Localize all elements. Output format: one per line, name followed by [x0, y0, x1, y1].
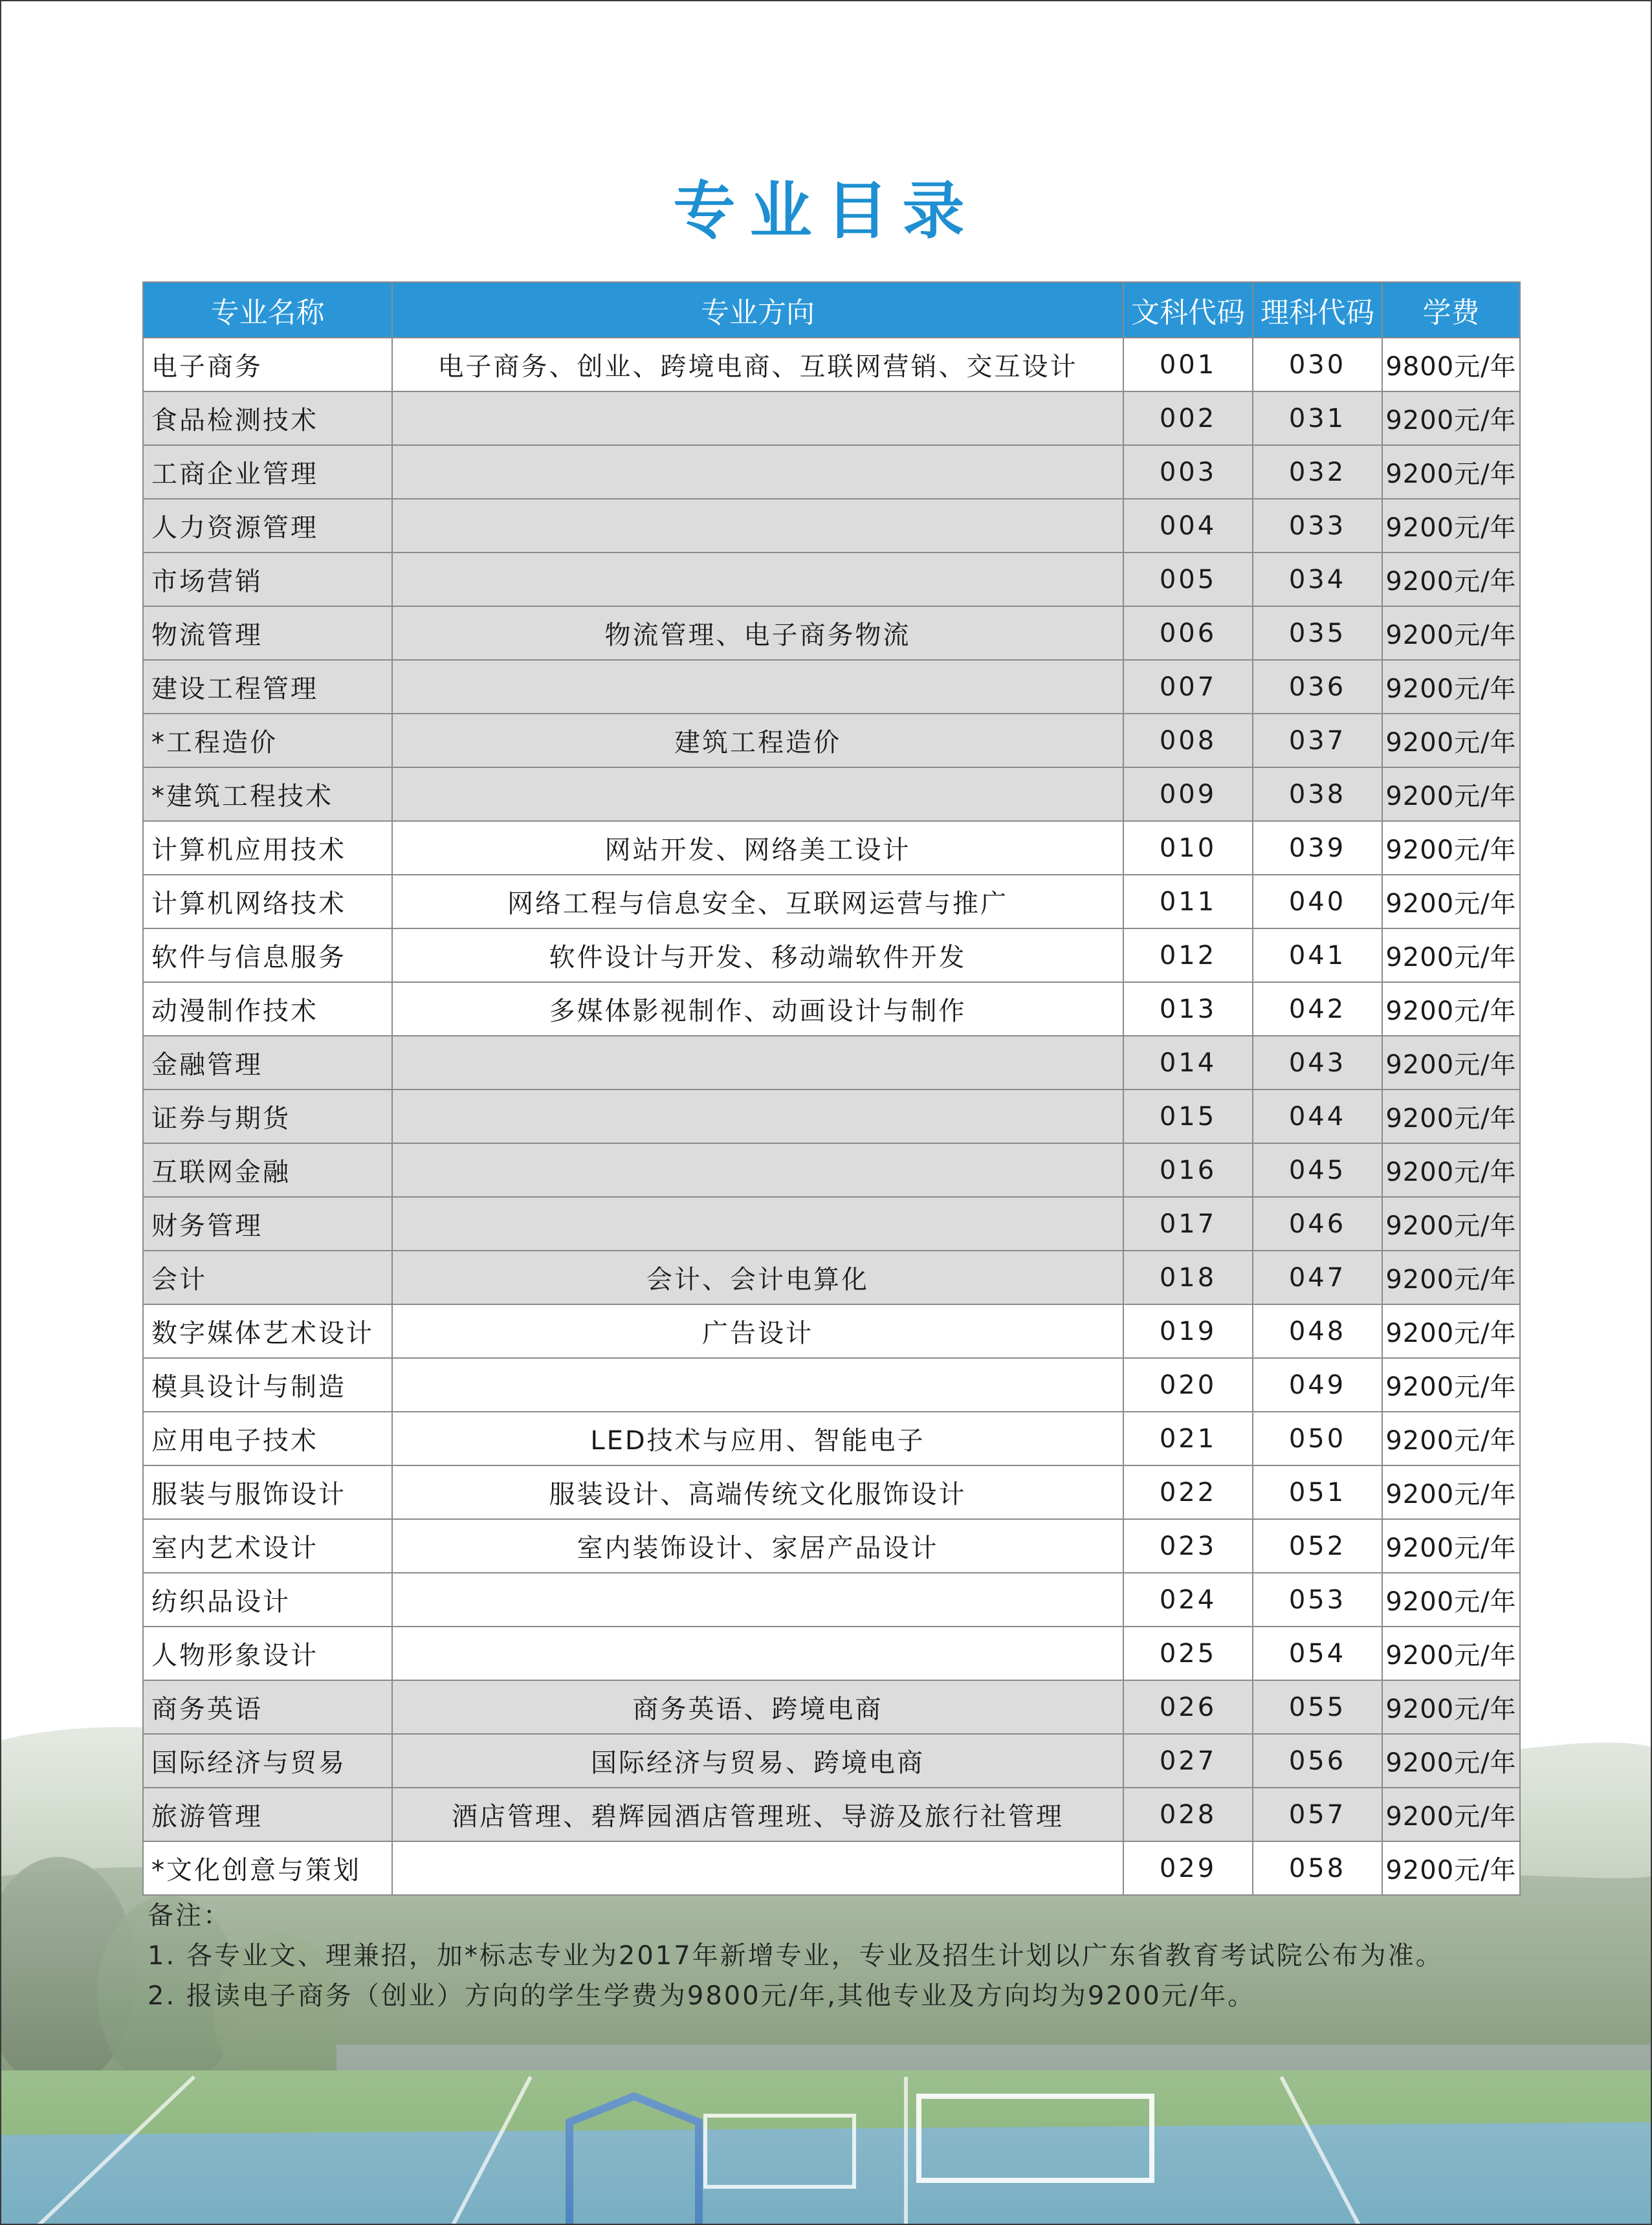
program-name-cell: 商务英语 [143, 1680, 392, 1734]
arts-code-cell: 011 [1123, 875, 1253, 928]
tuition-cell: 9200元/年 [1382, 1412, 1520, 1465]
table-row [143, 1841, 1520, 1895]
science-code-cell: 034 [1253, 553, 1382, 606]
tuition-cell: 9200元/年 [1382, 1788, 1520, 1841]
arts-code-cell: 022 [1123, 1465, 1253, 1519]
arts-code-cell: 025 [1123, 1627, 1253, 1680]
tuition-cell: 9200元/年 [1382, 1519, 1520, 1573]
arts-code-cell: 027 [1123, 1734, 1253, 1788]
table-row [143, 1734, 1520, 1788]
tuition-cell: 9200元/年 [1382, 714, 1520, 767]
page-title: 专业目录 [673, 175, 979, 247]
table-row [143, 714, 1520, 767]
table-row [143, 1627, 1520, 1680]
tuition-cell: 9200元/年 [1382, 499, 1520, 553]
header-science-code: 理科代码 [1253, 282, 1382, 338]
notes-heading: 备注： [148, 1901, 231, 1931]
program-name-cell: 电子商务 [143, 338, 392, 391]
notes-section [148, 1896, 1571, 2016]
tuition-cell: 9800元/年 [1382, 338, 1520, 391]
arts-code-cell: 021 [1123, 1412, 1253, 1465]
science-code-cell: 044 [1253, 1090, 1382, 1143]
program-direction-cell [392, 1841, 1123, 1895]
science-code-cell: 031 [1253, 391, 1382, 445]
program-direction-cell: 商务英语、跨境电商 [392, 1680, 1123, 1734]
program-name-cell: 计算机应用技术 [143, 821, 392, 875]
science-code-cell: 050 [1253, 1412, 1382, 1465]
program-direction-cell: LED技术与应用、智能电子 [392, 1412, 1123, 1465]
table-row [143, 499, 1520, 553]
arts-code-cell: 008 [1123, 714, 1253, 767]
program-direction-cell [392, 499, 1123, 553]
program-name-cell: 人物形象设计 [143, 1627, 392, 1680]
program-direction-cell [392, 445, 1123, 499]
table-row [143, 1143, 1520, 1197]
table-row [143, 821, 1520, 875]
science-code-cell: 036 [1253, 660, 1382, 714]
program-direction-cell [392, 1627, 1123, 1680]
tuition-cell: 9200元/年 [1382, 660, 1520, 714]
program-direction-cell: 多媒体影视制作、动画设计与制作 [392, 982, 1123, 1036]
tuition-cell: 9200元/年 [1382, 767, 1520, 821]
tuition-cell: 9200元/年 [1382, 821, 1520, 875]
tuition-cell: 9200元/年 [1382, 982, 1520, 1036]
table-row [143, 1680, 1520, 1734]
tuition-cell: 9200元/年 [1382, 1143, 1520, 1197]
arts-code-cell: 020 [1123, 1358, 1253, 1412]
table-row [143, 767, 1520, 821]
program-name-cell: 计算机网络技术 [143, 875, 392, 928]
arts-code-cell: 017 [1123, 1197, 1253, 1251]
science-code-cell: 030 [1253, 338, 1382, 391]
science-code-cell: 049 [1253, 1358, 1382, 1412]
program-direction-cell: 物流管理、电子商务物流 [392, 606, 1123, 660]
program-direction-cell: 软件设计与开发、移动端软件开发 [392, 928, 1123, 982]
program-name-cell: *建筑工程技术 [143, 767, 392, 821]
program-name-cell: 建设工程管理 [143, 660, 392, 714]
arts-code-cell: 016 [1123, 1143, 1253, 1197]
notes-line-2: 2. 报读电子商务（创业）方向的学生学费为9800元/年,其他专业及方向均为9200元/年。 [148, 1981, 1256, 2011]
table-row [143, 1573, 1520, 1627]
table-row [143, 1358, 1520, 1412]
table-row [143, 928, 1520, 982]
program-direction-cell [392, 1036, 1123, 1090]
program-direction-cell: 电子商务、创业、跨境电商、互联网营销、交互设计 [392, 338, 1123, 391]
tuition-cell: 9200元/年 [1382, 928, 1520, 982]
table-row [143, 1519, 1520, 1573]
program-name-cell: 会计 [143, 1251, 392, 1304]
tuition-cell: 9200元/年 [1382, 445, 1520, 499]
tuition-cell: 9200元/年 [1382, 1627, 1520, 1680]
science-code-cell: 041 [1253, 928, 1382, 982]
program-name-cell: 服装与服饰设计 [143, 1465, 392, 1519]
arts-code-cell: 023 [1123, 1519, 1253, 1573]
table-row [143, 982, 1520, 1036]
tuition-cell: 9200元/年 [1382, 1090, 1520, 1143]
science-code-cell: 048 [1253, 1304, 1382, 1358]
arts-code-cell: 007 [1123, 660, 1253, 714]
tuition-cell: 9200元/年 [1382, 391, 1520, 445]
science-code-cell: 043 [1253, 1036, 1382, 1090]
program-direction-cell [392, 553, 1123, 606]
header-arts-code: 文科代码 [1123, 282, 1253, 338]
program-direction-cell: 会计、会计电算化 [392, 1251, 1123, 1304]
tuition-cell: 9200元/年 [1382, 1304, 1520, 1358]
program-name-cell: 软件与信息服务 [143, 928, 392, 982]
science-code-cell: 047 [1253, 1251, 1382, 1304]
tuition-cell: 9200元/年 [1382, 1680, 1520, 1734]
program-direction-cell: 服装设计、高端传统文化服饰设计 [392, 1465, 1123, 1519]
program-direction-cell: 广告设计 [392, 1304, 1123, 1358]
table-row [143, 1412, 1520, 1465]
arts-code-cell: 019 [1123, 1304, 1253, 1358]
tuition-cell: 9200元/年 [1382, 606, 1520, 660]
tuition-cell: 9200元/年 [1382, 1036, 1520, 1090]
arts-code-cell: 004 [1123, 499, 1253, 553]
arts-code-cell: 010 [1123, 821, 1253, 875]
table-row [143, 445, 1520, 499]
program-name-cell: 数字媒体艺术设计 [143, 1304, 392, 1358]
program-name-cell: 应用电子技术 [143, 1412, 392, 1465]
science-code-cell: 052 [1253, 1519, 1382, 1573]
header-program-name: 专业名称 [143, 282, 392, 338]
science-code-cell: 042 [1253, 982, 1382, 1036]
arts-code-cell: 026 [1123, 1680, 1253, 1734]
tuition-cell: 9200元/年 [1382, 1734, 1520, 1788]
program-name-cell: 旅游管理 [143, 1788, 392, 1841]
arts-code-cell: 013 [1123, 982, 1253, 1036]
science-code-cell: 040 [1253, 875, 1382, 928]
tuition-cell: 9200元/年 [1382, 553, 1520, 606]
arts-code-cell: 002 [1123, 391, 1253, 445]
program-name-cell: *文化创意与策划 [143, 1841, 392, 1895]
notes-line-1: 1. 各专业文、理兼招，加*标志专业为2017年新增专业，专业及招生计划以广东省教育考试院公布为准。 [148, 1941, 1444, 1971]
tuition-cell: 9200元/年 [1382, 1197, 1520, 1251]
program-name-cell: 纺织品设计 [143, 1573, 392, 1627]
program-name-cell: 室内艺术设计 [143, 1519, 392, 1573]
tuition-cell: 9200元/年 [1382, 1465, 1520, 1519]
science-code-cell: 035 [1253, 606, 1382, 660]
program-direction-cell: 建筑工程造价 [392, 714, 1123, 767]
table-row [143, 1465, 1520, 1519]
table-row [143, 338, 1520, 391]
science-code-cell: 033 [1253, 499, 1382, 553]
table-row [143, 875, 1520, 928]
science-code-cell: 051 [1253, 1465, 1382, 1519]
program-direction-cell: 室内装饰设计、家居产品设计 [392, 1519, 1123, 1573]
program-name-cell: 物流管理 [143, 606, 392, 660]
arts-code-cell: 018 [1123, 1251, 1253, 1304]
program-direction-cell [392, 1358, 1123, 1412]
table-row [143, 1304, 1520, 1358]
arts-code-cell: 003 [1123, 445, 1253, 499]
program-direction-cell: 网络工程与信息安全、互联网运营与推广 [392, 875, 1123, 928]
program-name-cell: 国际经济与贸易 [143, 1734, 392, 1788]
table-row [143, 1197, 1520, 1251]
program-name-cell: 模具设计与制造 [143, 1358, 392, 1412]
tuition-cell: 9200元/年 [1382, 1573, 1520, 1627]
tuition-cell: 9200元/年 [1382, 1841, 1520, 1895]
program-direction-cell: 国际经济与贸易、跨境电商 [392, 1734, 1123, 1788]
program-direction-cell [392, 391, 1123, 445]
table-row [143, 1251, 1520, 1304]
science-code-cell: 039 [1253, 821, 1382, 875]
science-code-cell: 032 [1253, 445, 1382, 499]
program-name-cell: 工商企业管理 [143, 445, 392, 499]
program-name-cell: 财务管理 [143, 1197, 392, 1251]
science-code-cell: 037 [1253, 714, 1382, 767]
program-name-cell: 食品检测技术 [143, 391, 392, 445]
table-row [143, 391, 1520, 445]
arts-code-cell: 024 [1123, 1573, 1253, 1627]
program-name-cell: 人力资源管理 [143, 499, 392, 553]
table-row [143, 606, 1520, 660]
header-tuition: 学费 [1382, 282, 1520, 338]
table-row [143, 1090, 1520, 1143]
science-code-cell: 057 [1253, 1788, 1382, 1841]
program-direction-cell: 酒店管理、碧辉园酒店管理班、导游及旅行社管理 [392, 1788, 1123, 1841]
arts-code-cell: 012 [1123, 928, 1253, 982]
table-row [143, 553, 1520, 606]
program-name-cell: *工程造价 [143, 714, 392, 767]
arts-code-cell: 009 [1123, 767, 1253, 821]
science-code-cell: 056 [1253, 1734, 1382, 1788]
arts-code-cell: 005 [1123, 553, 1253, 606]
science-code-cell: 045 [1253, 1143, 1382, 1197]
header-program-direction: 专业方向 [392, 282, 1123, 338]
science-code-cell: 058 [1253, 1841, 1382, 1895]
science-code-cell: 053 [1253, 1573, 1382, 1627]
arts-code-cell: 015 [1123, 1090, 1253, 1143]
science-code-cell: 055 [1253, 1680, 1382, 1734]
arts-code-cell: 001 [1123, 338, 1253, 391]
arts-code-cell: 014 [1123, 1036, 1253, 1090]
tuition-cell: 9200元/年 [1382, 875, 1520, 928]
program-direction-cell [392, 1143, 1123, 1197]
program-name-cell: 证券与期货 [143, 1090, 392, 1143]
science-code-cell: 038 [1253, 767, 1382, 821]
table-row [143, 1788, 1520, 1841]
program-direction-cell [392, 660, 1123, 714]
program-name-cell: 市场营销 [143, 553, 392, 606]
program-direction-cell [392, 767, 1123, 821]
table-row [143, 660, 1520, 714]
program-direction-cell: 网站开发、网络美工设计 [392, 821, 1123, 875]
arts-code-cell: 006 [1123, 606, 1253, 660]
tuition-cell: 9200元/年 [1382, 1251, 1520, 1304]
program-direction-cell [392, 1090, 1123, 1143]
science-code-cell: 046 [1253, 1197, 1382, 1251]
program-direction-cell [392, 1197, 1123, 1251]
table-row [143, 1036, 1520, 1090]
arts-code-cell: 029 [1123, 1841, 1253, 1895]
program-name-cell: 互联网金融 [143, 1143, 392, 1197]
table-header-row [143, 282, 1520, 338]
arts-code-cell: 028 [1123, 1788, 1253, 1841]
program-name-cell: 动漫制作技术 [143, 982, 392, 1036]
program-table [142, 281, 1519, 1896]
program-direction-cell [392, 1573, 1123, 1627]
tuition-cell: 9200元/年 [1382, 1358, 1520, 1412]
science-code-cell: 054 [1253, 1627, 1382, 1680]
program-name-cell: 金融管理 [143, 1036, 392, 1090]
